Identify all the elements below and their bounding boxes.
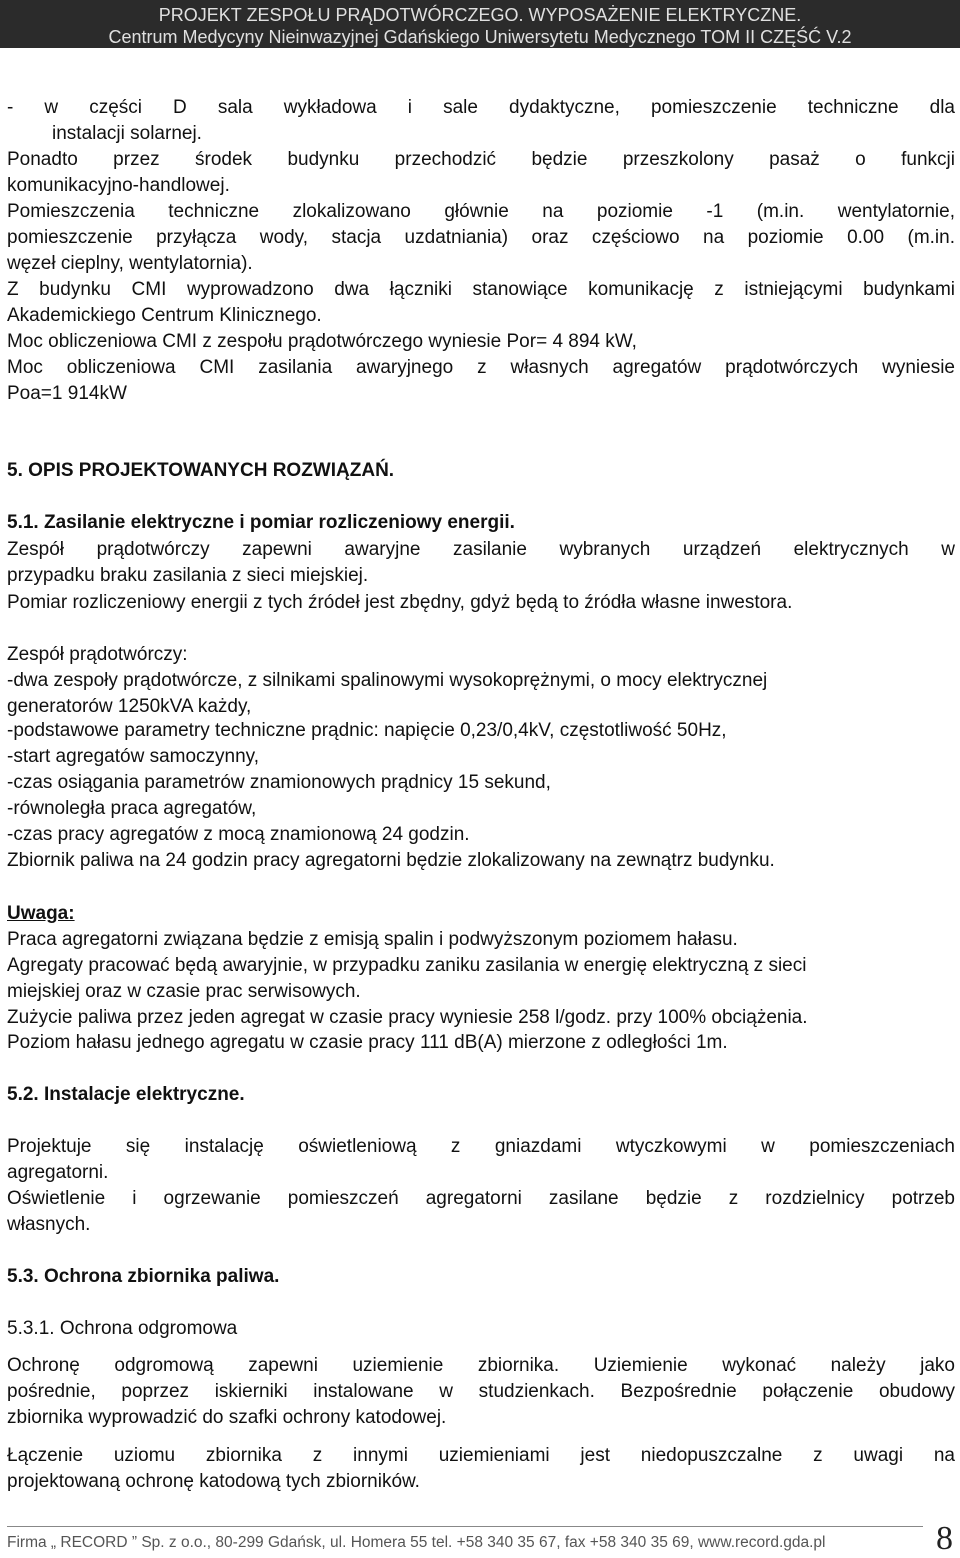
text-line: pomieszczenie przyłącza wody, stacja uzdatniania) oraz częściowo na poziomie 0.00 (m.in.	[7, 227, 955, 248]
text-line: -dwa zespoły prądotwórcze, z silnikami spalinowymi wysokoprężnymi, o mocy elektrycznej	[7, 670, 768, 691]
text-line: -czas osiągania parametrów znamionowych prądnicy 15 sekund,	[7, 772, 551, 793]
text-line: Pomiar rozliczeniowy energii z tych źródeł jest zbędny, gdyż będą to źródła własne inwestora.	[7, 592, 793, 613]
text-line: przypadku braku zasilania z sieci miejskiej.	[7, 565, 369, 586]
page-header	[0, 0, 960, 48]
text-line: Poa=1 914kW	[7, 383, 127, 404]
text-line: Ponadto przez środek budynku przechodzić będzie przeszkolony pasaż o funkcji	[7, 149, 955, 170]
page-number: 8	[936, 1520, 953, 1557]
text-line: węzeł cieplny, wentylatornia).	[7, 253, 253, 274]
text-line: agregatorni.	[7, 1162, 109, 1183]
text-line: zbiornika wyprowadzić do szafki ochrony katodowej.	[7, 1407, 447, 1428]
section-heading: 5.3. Ochrona zbiornika paliwa.	[7, 1266, 280, 1287]
section-heading: 5. OPIS PROJEKTOWANYCH ROZWIĄZAŃ.	[7, 460, 395, 481]
text-line: Agregaty pracować będą awaryjnie, w przypadku zaniku zasilania w energię elektryczną z sieci	[7, 955, 807, 976]
section-heading: 5.2. Instalacje elektryczne.	[7, 1084, 245, 1105]
section-heading: 5.1. Zasilanie elektryczne i pomiar rozliczeniowy energii.	[7, 512, 515, 533]
text-line: -start agregatów samoczynny,	[7, 746, 260, 767]
text-line: Oświetlenie i ogrzewanie pomieszczeń agregatorni zasilane będzie z rozdzielnicy potrzeb	[7, 1188, 955, 1209]
text-line: Z budynku CMI wyprowadzono dwa łączniki stanowiące komunikację z istniejącymi budynkami	[7, 279, 955, 300]
footer-divider	[7, 1526, 923, 1527]
text-line: Zbiornik paliwa na 24 godzin pracy agregatorni będzie zlokalizowany na zewnątrz budynku.	[7, 850, 775, 871]
text-line: Ochronę odgromową zapewni uziemienie zbiornika. Uziemienie wykonać należy jako	[7, 1355, 955, 1376]
note-label: Uwaga:	[7, 903, 75, 924]
text-line: instalacji solarnej.	[52, 123, 202, 144]
text-line: -podstawowe parametry techniczne prądnic: napięcie 0,23/0,4kV, częstotliwość 50Hz,	[7, 720, 727, 741]
text-line: projektowaną ochronę katodową tych zbiorników.	[7, 1471, 420, 1492]
text-line: Poziom hałasu jednego agregatu w czasie pracy 111 dB(A) mierzone z odległości 1m.	[7, 1032, 728, 1053]
text-line: własnych.	[7, 1214, 91, 1235]
text-line: komunikacyjno-handlowej.	[7, 175, 230, 196]
text-line: Akademickiego Centrum Klinicznego.	[7, 305, 322, 326]
text-line: Łączenie uziomu zbiornika z innymi uziemieniami jest niedopuszczalne z uwagi na	[7, 1445, 955, 1466]
header-subtitle: Centrum Medycyny Nieinwazyjnej Gdańskiego Uniwersytetu Medycznego TOM II CZĘŚĆ V.2	[108, 27, 852, 47]
footer-company-info: Firma „ RECORD ” Sp. z o.o., 80-299 Gdańsk, ul. Homera 55 tel. +58 340 35 67, fax +58 340 35 69, www.record.gda.pl	[7, 1534, 826, 1551]
text-line: Pomieszczenia techniczne zlokalizowano głównie na poziomie -1 (m.in. wentylatornie,	[7, 201, 955, 222]
subsection-heading: 5.3.1. Ochrona odgromowa	[7, 1318, 238, 1339]
text-line: Projektuje się instalację oświetleniową z gniazdami wtyczkowymi w pomieszczeniach	[7, 1136, 955, 1157]
text-line: -równoległa praca agregatów,	[7, 798, 257, 819]
text-line: Moc obliczeniowa CMI zasilania awaryjnego z własnych agregatów prądotwórczych wyniesie	[7, 357, 955, 378]
text-line: generatorów 1250kVA każdy,	[7, 696, 252, 717]
text-line: miejskiej oraz w czasie prac serwisowych.	[7, 981, 361, 1002]
text-line: -czas pracy agregatów z mocą znamionową 24 godzin.	[7, 824, 470, 845]
text-line: - w części D sala wykładowa i sale dydaktyczne, pomieszczenie techniczne dla	[7, 97, 955, 118]
text-line: pośrednie, poprzez iskierniki instalowane w studzienkach. Bezpośrednie połączenie obudowy	[7, 1381, 955, 1402]
text-line: Zespół prądotwórczy zapewni awaryjne zasilanie wybranych urządzeń elektrycznych w	[7, 539, 955, 560]
text-line: Moc obliczeniowa CMI z zespołu prądotwórczego wyniesie Por= 4 894 kW,	[7, 331, 637, 352]
text-line: Zużycie paliwa przez jeden agregat w czasie pracy wyniesie 258 l/godz. przy 100% obciążenia.	[7, 1007, 808, 1028]
text-line: Zespół prądotwórczy:	[7, 644, 188, 665]
text-line: Praca agregatorni związana będzie z emisją spalin i podwyższonym poziomem hałasu.	[7, 929, 738, 950]
header-title: PROJEKT ZESPOŁU PRĄDOTWÓRCZEGO. WYPOSAŻENIE ELEKTRYCZNE.	[158, 5, 802, 25]
